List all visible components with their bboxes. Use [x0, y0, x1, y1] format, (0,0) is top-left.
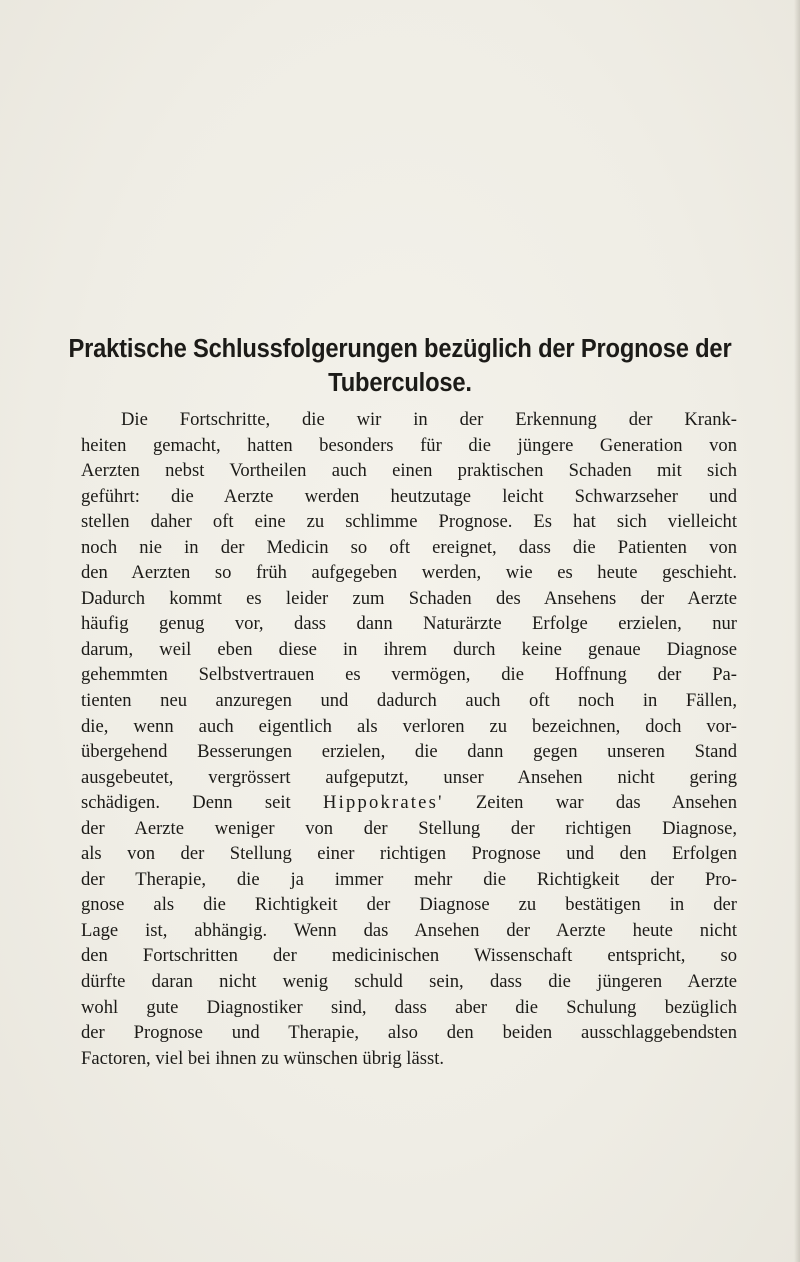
text-line: Die Fortschritte, die wir in der Erkennung der Krank-	[121, 409, 737, 430]
text-line: den Aerzten so früh aufgegeben werden, wie es heute geschieht.	[81, 562, 737, 584]
text-line: wohl gute Diagnostiker sind, dass aber die Schulung bezüglich	[81, 996, 737, 1018]
spaced-name-hippokrates: Hippokrates'	[322, 792, 444, 814]
text-line: der Prognose und Therapie, also den beiden ausschlaggebendsten	[81, 1022, 737, 1044]
text-line: Lage ist, abhängig. Wenn das Ansehen der Aerzte heute nicht	[81, 919, 737, 941]
text-line: tienten neu anzuregen und dadurch auch oft noch in Fällen,	[81, 690, 737, 712]
text-line: ausgebeutet, vergrössert aufgeputzt, unser Ansehen nicht gering	[81, 766, 737, 788]
text-line: darum, weil eben diese in ihrem durch keine genaue Diagnose	[81, 638, 737, 660]
text-line: der Aerzte weniger von der Stellung der richtigen Diagnose,	[81, 817, 737, 839]
text-line: dürfte daran nicht wenig schuld sein, dass die jüngeren Aerzte	[81, 971, 737, 993]
body-paragraph	[81, 407, 737, 1071]
text-line: den Fortschritten der medicinischen Wissenschaft entspricht, so	[81, 945, 737, 967]
text-line-with-name	[81, 790, 737, 816]
text-segment: schädigen. Denn seit	[81, 792, 291, 814]
text-line: gehemmten Selbstvertrauen es vermögen, die Hoffnung der Pa-	[81, 664, 737, 686]
page-edge-shadow	[794, 0, 800, 1262]
text-line: die, wenn auch eigentlich als verloren zu bezeichnen, doch vor-	[81, 715, 737, 737]
text-line: geführt: die Aerzte werden heutzutage leicht Schwarzseher und	[81, 485, 737, 507]
chapter-title	[65, 332, 735, 400]
text-line: übergehend Besserungen erzielen, die dann gegen unseren Stand	[81, 741, 737, 763]
text-line: gnose als die Richtigkeit der Diagnose zu bestätigen in der	[81, 894, 737, 916]
text-line: Aerzten nebst Vortheilen auch einen praktischen Schaden mit sich	[81, 460, 737, 482]
text-line: noch nie in der Medicin so oft ereignet, dass die Patienten von	[81, 536, 737, 558]
text-line: als von der Stellung einer richtigen Prognose und den Erfolgen	[81, 843, 737, 865]
text-line: der Therapie, die ja immer mehr die Richtigkeit der Pro-	[81, 868, 737, 890]
text-line-last: Factoren, viel bei ihnen zu wünschen übrig lässt.	[81, 1047, 445, 1069]
text-line: stellen daher oft eine zu schlimme Prognose. Es hat sich vielleicht	[81, 511, 737, 533]
text-segment: Zeiten war das Ansehen	[475, 792, 737, 814]
text-line: heiten gemacht, hatten besonders für die jüngere Generation von	[81, 434, 737, 456]
text-line: häufig genug vor, dass dann Naturärzte Erfolge erzielen, nur	[81, 613, 737, 635]
text-line: Dadurch kommt es leider zum Schaden des Ansehens der Aerzte	[81, 587, 737, 609]
chapter-title-line-1: Praktische Schlussfolgerungen bezüglich der Prognose der	[68, 335, 732, 363]
chapter-title-line-2: Tuberculose.	[328, 369, 472, 397]
